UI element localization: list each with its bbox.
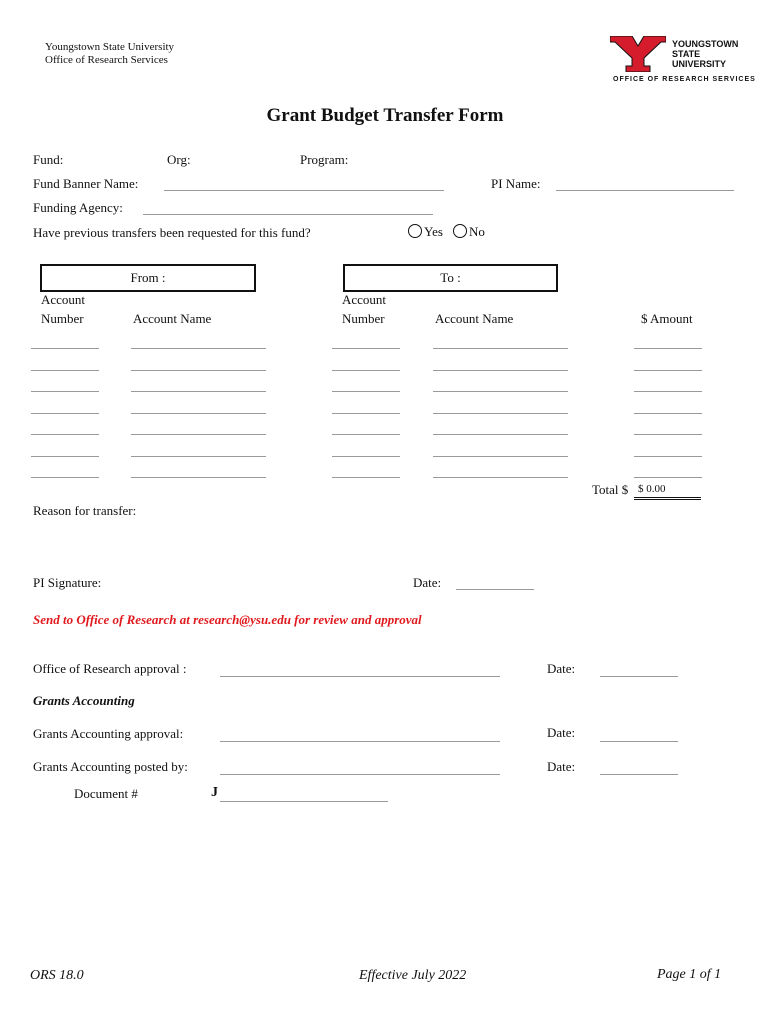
footer-effective-date: Effective July 2022 <box>359 968 467 983</box>
from-box <box>40 264 256 292</box>
from-account-name-field[interactable] <box>131 370 266 371</box>
office-research-date-label: Date: <box>547 661 576 676</box>
from-account-number-field[interactable] <box>31 477 99 478</box>
to-account-header-line2: Number <box>342 311 385 326</box>
from-account-name-field[interactable] <box>131 477 266 478</box>
previous-transfers-question: Have previous transfers been requested for this fund? <box>33 225 311 240</box>
yes-label: Yes <box>424 224 443 239</box>
pi-name-field[interactable] <box>556 190 734 191</box>
amount-field[interactable] <box>634 370 702 371</box>
office-research-date-field[interactable] <box>600 676 678 677</box>
fund-label: Fund: <box>33 152 64 167</box>
amount-header: $ Amount <box>641 311 693 326</box>
from-account-number-field[interactable] <box>31 413 99 414</box>
from-account-name-header: Account Name <box>133 311 212 326</box>
amount-field[interactable] <box>634 477 702 478</box>
university-name: Youngstown State University <box>45 41 175 53</box>
from-account-number-field[interactable] <box>31 391 99 392</box>
radio-circle-icon <box>408 224 422 238</box>
logo-subtitle: OFFICE OF RESEARCH SERVICES <box>613 76 756 83</box>
from-account-header-line1: Account <box>41 292 86 307</box>
to-account-number-field[interactable] <box>332 370 400 371</box>
funding-agency-field[interactable] <box>143 214 433 215</box>
from-account-number-field[interactable] <box>31 434 99 435</box>
to-account-name-field[interactable] <box>433 477 568 478</box>
to-label: To : <box>440 270 461 285</box>
ysu-y-logo-icon <box>610 36 666 72</box>
to-account-name-field[interactable] <box>433 413 568 414</box>
to-account-name-field[interactable] <box>433 370 568 371</box>
grants-approval-label: Grants Accounting approval: <box>33 726 184 741</box>
fund-banner-name-label: Fund Banner Name: <box>33 176 139 191</box>
program-label: Program: <box>300 152 349 167</box>
ysu-logo <box>608 36 756 86</box>
org-label: Org: <box>167 152 191 167</box>
logo-line-university: UNIVERSITY <box>672 59 727 69</box>
document-number-field[interactable] <box>220 801 388 802</box>
no-radio[interactable] <box>453 224 485 240</box>
office-research-approval-label: Office of Research approval : <box>33 661 187 676</box>
from-account-name-field[interactable] <box>131 391 266 392</box>
to-account-number-field[interactable] <box>332 413 400 414</box>
amount-field[interactable] <box>634 348 702 349</box>
office-research-approval-field[interactable] <box>220 676 500 677</box>
fund-banner-name-field[interactable] <box>164 190 444 191</box>
grants-posted-field[interactable] <box>220 774 500 775</box>
from-account-number-field[interactable] <box>31 456 99 457</box>
from-account-name-field[interactable] <box>131 456 266 457</box>
document-number-label: Document # <box>74 786 138 801</box>
from-account-name-field[interactable] <box>131 348 266 349</box>
form-title: Grant Budget Transfer Form <box>266 105 504 126</box>
from-label: From : <box>130 270 166 285</box>
grants-approval-date-label: Date: <box>547 725 576 740</box>
logo-line-state: STATE <box>672 49 701 59</box>
send-notice: Send to Office of Research at research@ysu.edu for review and approval <box>33 612 422 627</box>
grants-posted-label: Grants Accounting posted by: <box>33 759 188 774</box>
from-account-number-field[interactable] <box>31 348 99 349</box>
to-account-number-field[interactable] <box>332 477 400 478</box>
no-label: No <box>469 224 485 239</box>
grants-accounting-heading: Grants Accounting <box>33 693 135 708</box>
office-name: Office of Research Services <box>45 54 168 66</box>
from-account-number-field[interactable] <box>31 370 99 371</box>
document-prefix: J <box>211 785 218 800</box>
from-account-name-field[interactable] <box>131 434 266 435</box>
total-field <box>634 482 701 500</box>
to-account-name-field[interactable] <box>433 391 568 392</box>
to-account-number-field[interactable] <box>332 456 400 457</box>
total-value: $ 0.00 <box>638 483 666 495</box>
grants-approval-field[interactable] <box>220 741 500 742</box>
total-label: Total $ <box>592 482 629 497</box>
to-account-header-line1: Account <box>342 292 387 307</box>
amount-field[interactable] <box>634 434 702 435</box>
pi-date-label: Date: <box>413 575 442 590</box>
footer-page-number: Page 1 of 1 <box>657 967 722 982</box>
amount-field[interactable] <box>634 413 702 414</box>
grants-approval-date-field[interactable] <box>600 741 678 742</box>
to-account-name-field[interactable] <box>433 348 568 349</box>
grants-posted-date-field[interactable] <box>600 774 678 775</box>
pi-date-field[interactable] <box>456 589 534 590</box>
from-account-name-field[interactable] <box>131 413 266 414</box>
footer-form-code: ORS 18.0 <box>30 968 84 983</box>
to-account-name-field[interactable] <box>433 434 568 435</box>
from-account-header-line2: Number <box>41 311 84 326</box>
reason-label: Reason for transfer: <box>33 503 137 518</box>
pi-name-label: PI Name: <box>491 176 541 191</box>
funding-agency-label: Funding Agency: <box>33 200 123 215</box>
radio-circle-icon <box>453 224 467 238</box>
to-account-name-field[interactable] <box>433 456 568 457</box>
logo-line-youngstown: YOUNGSTOWN <box>672 39 739 49</box>
yes-radio[interactable] <box>408 224 443 240</box>
to-account-number-field[interactable] <box>332 391 400 392</box>
grants-posted-date-label: Date: <box>547 759 576 774</box>
to-account-number-field[interactable] <box>332 348 400 349</box>
pi-signature-label: PI Signature: <box>33 575 102 590</box>
amount-field[interactable] <box>634 456 702 457</box>
to-account-name-header: Account Name <box>435 311 514 326</box>
to-account-number-field[interactable] <box>332 434 400 435</box>
amount-field[interactable] <box>634 391 702 392</box>
to-box <box>343 264 558 292</box>
